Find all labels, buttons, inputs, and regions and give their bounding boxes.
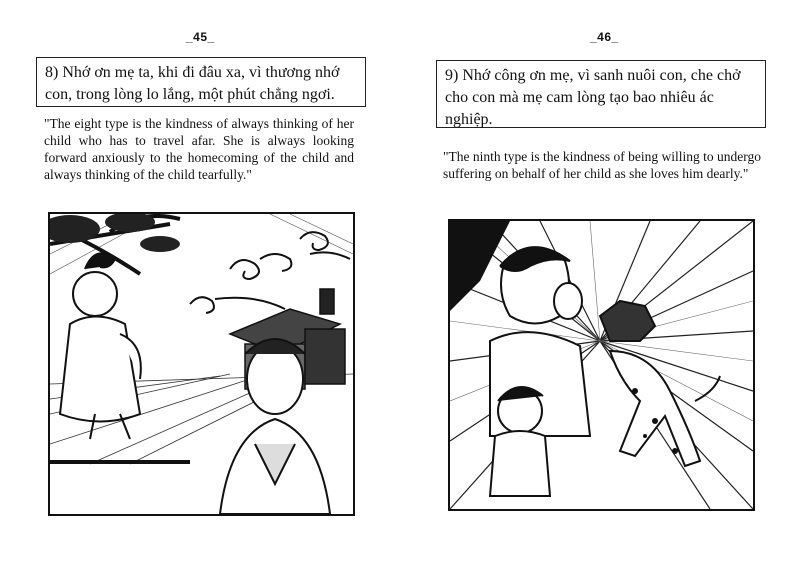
english-translation-8: "The eight type is the kindness of always thinking of her child who has to travel afar. She is always looking forward anxiously to the homecoming of the child and always thinking of the child tearfully." bbox=[44, 116, 354, 182]
page-number-left: _45_ bbox=[186, 30, 215, 44]
illustration-panel-right bbox=[448, 219, 755, 511]
vietnamese-verse-box-8: 8) Nhớ ơn mẹ ta, khi đi đâu xa, vì thương nhớ con, trong lòng lo lắng, một phút chẳng ngơi. bbox=[36, 57, 366, 107]
illustration-panel-left bbox=[48, 212, 355, 516]
vietnamese-verse-box-9: 9) Nhớ công ơn mẹ, vì sanh nuôi con, che chở cho con mà mẹ cam lòng tạo bao nhiêu ác nghiệp. bbox=[436, 60, 766, 128]
english-translation-9: "The ninth type is the kindness of being willing to undergo suffering on behalf of her child as she loves him dearly." bbox=[443, 149, 761, 181]
page-number-right: _46_ bbox=[590, 30, 619, 44]
